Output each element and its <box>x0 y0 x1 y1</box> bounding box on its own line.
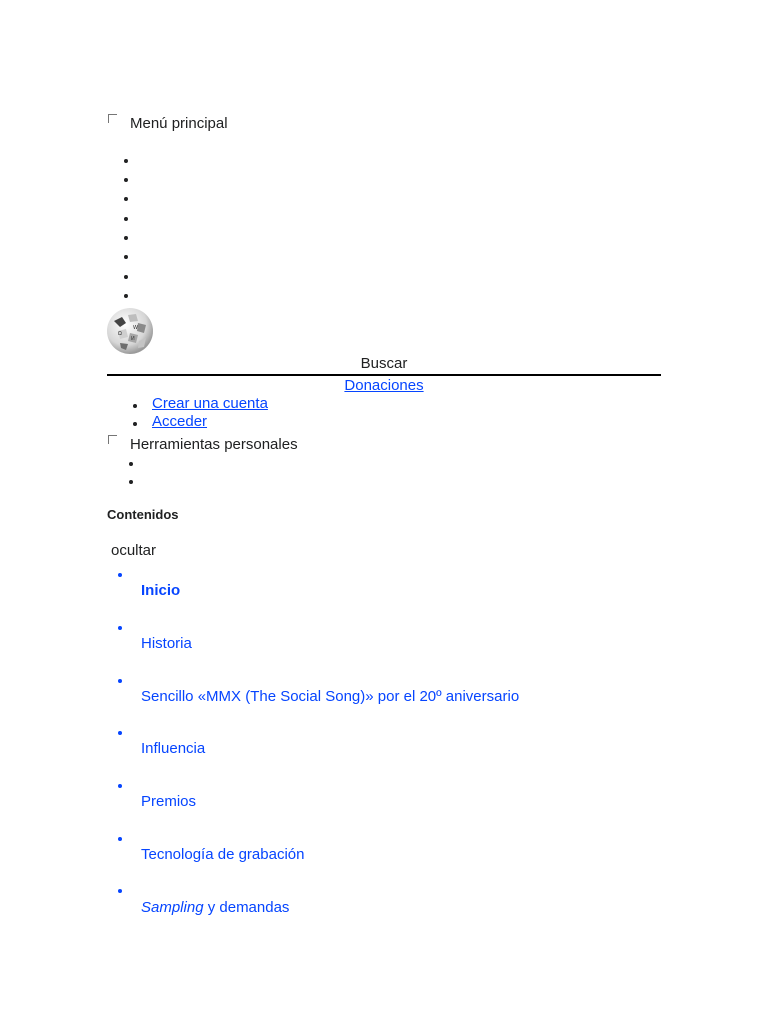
donate-link[interactable]: Donaciones <box>344 377 424 394</box>
svg-text:Ω: Ω <box>118 331 122 337</box>
toc-bullet <box>118 889 122 893</box>
login-link[interactable]: Acceder <box>152 413 208 430</box>
toc-bullet <box>118 784 122 788</box>
toc-item-sampling-italic: Sampling <box>141 899 204 916</box>
toc-item-influencia[interactable]: Influencia <box>141 740 206 757</box>
toc-title: Contenidos <box>107 507 179 522</box>
toc-item-sampling-rest: y demandas <box>203 899 290 916</box>
toc-bullet <box>118 679 122 683</box>
toc-item-historia[interactable]: Historia <box>141 635 192 652</box>
main-menu-bullet <box>124 178 128 182</box>
main-menu-bullet <box>124 159 128 163</box>
create-account-link[interactable]: Crear una cuenta <box>152 395 268 412</box>
personal-tools-bullet <box>129 480 133 484</box>
svg-text:W: W <box>133 325 138 331</box>
toc-bullet <box>118 837 122 841</box>
main-menu-bullet <box>124 275 128 279</box>
toc-item-tecnologia[interactable]: Tecnología de grabación <box>141 846 305 863</box>
wikipedia-globe-icon[interactable] <box>106 307 154 355</box>
toc-item-premios[interactable]: Premios <box>141 793 197 810</box>
account-bullet <box>133 422 137 426</box>
account-bullet <box>133 404 137 408</box>
search-divider <box>107 374 661 376</box>
personal-tools-checkbox[interactable] <box>108 435 117 444</box>
personal-tools-bullet <box>129 462 133 466</box>
main-menu-bullet <box>124 255 128 259</box>
donate-container <box>107 377 661 395</box>
toc-item-inicio[interactable]: Inicio <box>141 582 181 599</box>
main-menu-bullet <box>124 294 128 298</box>
svg-text:И: И <box>131 336 135 342</box>
toc-item-sampling[interactable] <box>141 899 289 917</box>
main-menu-label[interactable]: Menú principal <box>130 115 228 132</box>
main-menu-checkbox[interactable] <box>108 114 117 123</box>
toc-bullet <box>118 731 122 735</box>
main-menu-bullet <box>124 197 128 201</box>
main-menu-bullet <box>124 217 128 221</box>
main-menu-bullet <box>124 236 128 240</box>
search-button[interactable]: Buscar <box>360 355 408 372</box>
toc-item-sencillo[interactable]: Sencillo «MMX (The Social Song)» por el 20º aniversario <box>141 688 520 705</box>
toc-bullet <box>118 626 122 630</box>
toc-bullet <box>118 573 122 577</box>
toc-hide-toggle[interactable]: ocultar <box>111 542 157 559</box>
personal-tools-label[interactable]: Herramientas personales <box>130 436 298 453</box>
